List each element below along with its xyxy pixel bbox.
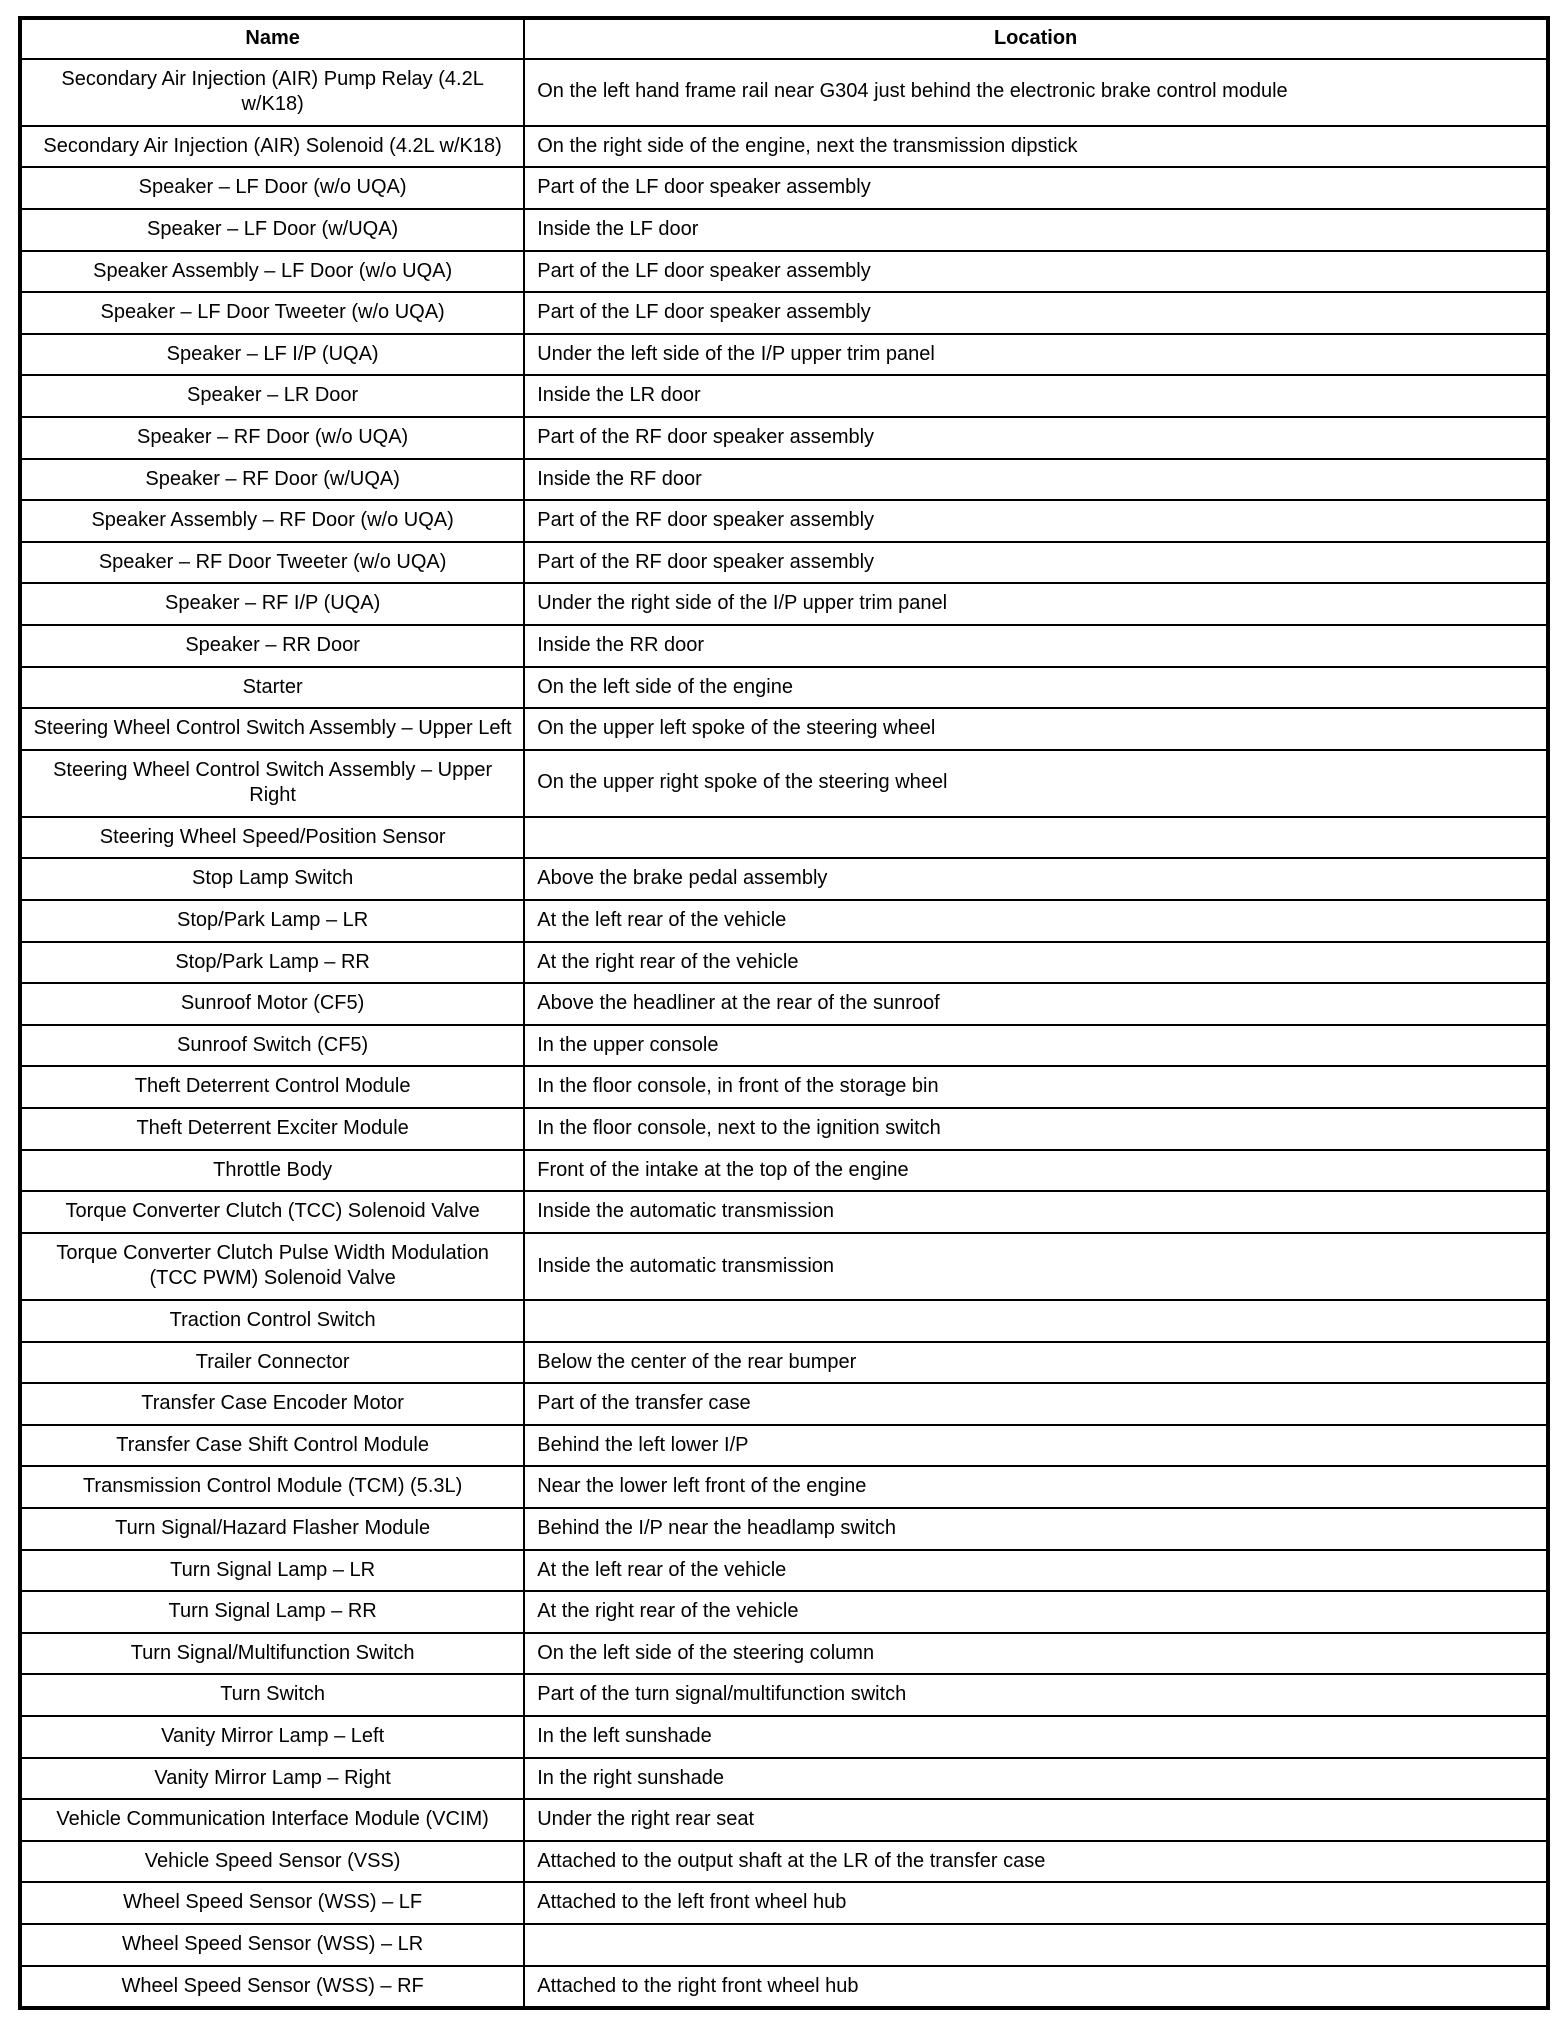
location-cell: On the left hand frame rail near G304 just behind the electronic brake control module: [524, 59, 1548, 126]
table-row: [20, 417, 1548, 459]
name-cell: Trailer Connector: [20, 1342, 524, 1384]
location-cell: Part of the turn signal/multifunction switch: [524, 1674, 1548, 1716]
name-cell: Turn Signal Lamp – RR: [20, 1591, 524, 1633]
name-cell: Speaker – LR Door: [20, 375, 524, 417]
name-cell: Steering Wheel Control Switch Assembly – Upper Left: [20, 708, 524, 750]
name-cell: Wheel Speed Sensor (WSS) – LR: [20, 1924, 524, 1966]
table-row: [20, 500, 1548, 542]
table-row: [20, 817, 1548, 859]
name-cell: Torque Converter Clutch (TCC) Solenoid Valve: [20, 1191, 524, 1233]
name-cell: Transfer Case Encoder Motor: [20, 1383, 524, 1425]
location-cell: Part of the LF door speaker assembly: [524, 167, 1548, 209]
name-cell: Secondary Air Injection (AIR) Solenoid (4.2L w/K18): [20, 126, 524, 168]
location-cell: At the right rear of the vehicle: [524, 942, 1548, 984]
table-row: [20, 942, 1548, 984]
location-cell: On the right side of the engine, next the transmission dipstick: [524, 126, 1548, 168]
header-row: [20, 18, 1548, 59]
name-cell: Speaker – LF Door (w/UQA): [20, 209, 524, 251]
location-cell: Attached to the right front wheel hub: [524, 1966, 1548, 2009]
table-row: [20, 1591, 1548, 1633]
component-location-table: [18, 16, 1550, 2010]
name-cell: Transfer Case Shift Control Module: [20, 1425, 524, 1467]
table-row: [20, 983, 1548, 1025]
location-cell: Attached to the output shaft at the LR of the transfer case: [524, 1841, 1548, 1883]
name-cell: Theft Deterrent Exciter Module: [20, 1108, 524, 1150]
table-row: [20, 1882, 1548, 1924]
name-cell: Speaker Assembly – LF Door (w/o UQA): [20, 251, 524, 293]
location-cell: Near the lower left front of the engine: [524, 1466, 1548, 1508]
name-cell: Wheel Speed Sensor (WSS) – RF: [20, 1966, 524, 2009]
table-row: [20, 1233, 1548, 1300]
location-cell: Above the headliner at the rear of the sunroof: [524, 983, 1548, 1025]
table-row: [20, 459, 1548, 501]
location-cell: At the left rear of the vehicle: [524, 900, 1548, 942]
table-row: [20, 1799, 1548, 1841]
location-cell: Inside the automatic transmission: [524, 1233, 1548, 1300]
table-row: [20, 1716, 1548, 1758]
name-cell: Steering Wheel Speed/Position Sensor: [20, 817, 524, 859]
table-row: [20, 209, 1548, 251]
name-cell: Speaker – RF Door (w/o UQA): [20, 417, 524, 459]
location-cell: In the left sunshade: [524, 1716, 1548, 1758]
table-row: [20, 708, 1548, 750]
location-cell: Part of the LF door speaker assembly: [524, 292, 1548, 334]
location-cell: Inside the LR door: [524, 375, 1548, 417]
location-cell: On the left side of the engine: [524, 667, 1548, 709]
name-cell: Vehicle Speed Sensor (VSS): [20, 1841, 524, 1883]
location-cell: Front of the intake at the top of the engine: [524, 1150, 1548, 1192]
location-cell: Inside the LF door: [524, 209, 1548, 251]
name-cell: Speaker – RF I/P (UQA): [20, 583, 524, 625]
column-header-name: Name: [20, 18, 524, 59]
table-row: [20, 583, 1548, 625]
table-row: [20, 1966, 1548, 2009]
table-row: [20, 1841, 1548, 1883]
table-row: [20, 1150, 1548, 1192]
table-row: [20, 1466, 1548, 1508]
table-row: [20, 900, 1548, 942]
location-cell: In the floor console, in front of the storage bin: [524, 1066, 1548, 1108]
name-cell: Speaker – LF Door Tweeter (w/o UQA): [20, 292, 524, 334]
name-cell: Speaker – RR Door: [20, 625, 524, 667]
table-row: [20, 1425, 1548, 1467]
table-row: [20, 1342, 1548, 1384]
location-cell: Below the center of the rear bumper: [524, 1342, 1548, 1384]
table-row: [20, 59, 1548, 126]
name-cell: Transmission Control Module (TCM) (5.3L): [20, 1466, 524, 1508]
table-row: [20, 1108, 1548, 1150]
table-row: [20, 858, 1548, 900]
location-cell: Under the left side of the I/P upper trim panel: [524, 334, 1548, 376]
table-row: [20, 167, 1548, 209]
name-cell: Speaker – LF Door (w/o UQA): [20, 167, 524, 209]
table-row: [20, 1758, 1548, 1800]
name-cell: Speaker – RF Door (w/UQA): [20, 459, 524, 501]
location-cell: In the right sunshade: [524, 1758, 1548, 1800]
location-cell: Part of the RF door speaker assembly: [524, 500, 1548, 542]
table-body: [20, 59, 1548, 2009]
location-cell: Part of the RF door speaker assembly: [524, 417, 1548, 459]
table-row: [20, 625, 1548, 667]
name-cell: Steering Wheel Control Switch Assembly – Upper Right: [20, 750, 524, 817]
location-cell: Part of the LF door speaker assembly: [524, 251, 1548, 293]
location-cell: Behind the I/P near the headlamp switch: [524, 1508, 1548, 1550]
table-row: [20, 334, 1548, 376]
location-cell: Inside the automatic transmission: [524, 1191, 1548, 1233]
name-cell: Stop Lamp Switch: [20, 858, 524, 900]
name-cell: Throttle Body: [20, 1150, 524, 1192]
table-row: [20, 542, 1548, 584]
name-cell: Turn Signal Lamp – LR: [20, 1550, 524, 1592]
table-row: [20, 251, 1548, 293]
name-cell: Stop/Park Lamp – LR: [20, 900, 524, 942]
name-cell: Sunroof Switch (CF5): [20, 1025, 524, 1067]
table-header: [20, 18, 1548, 59]
location-cell: [524, 1924, 1548, 1966]
name-cell: Vanity Mirror Lamp – Left: [20, 1716, 524, 1758]
table-row: [20, 1633, 1548, 1675]
name-cell: Turn Signal/Multifunction Switch: [20, 1633, 524, 1675]
table-row: [20, 1300, 1548, 1342]
name-cell: Turn Switch: [20, 1674, 524, 1716]
location-cell: At the left rear of the vehicle: [524, 1550, 1548, 1592]
location-cell: Attached to the left front wheel hub: [524, 1882, 1548, 1924]
location-cell: Under the right rear seat: [524, 1799, 1548, 1841]
table-row: [20, 1383, 1548, 1425]
table-row: [20, 667, 1548, 709]
table-row: [20, 1550, 1548, 1592]
name-cell: Speaker – RF Door Tweeter (w/o UQA): [20, 542, 524, 584]
name-cell: Speaker – LF I/P (UQA): [20, 334, 524, 376]
table-row: [20, 1924, 1548, 1966]
table-row: [20, 375, 1548, 417]
location-cell: On the upper left spoke of the steering wheel: [524, 708, 1548, 750]
location-cell: Above the brake pedal assembly: [524, 858, 1548, 900]
location-cell: On the left side of the steering column: [524, 1633, 1548, 1675]
name-cell: Stop/Park Lamp – RR: [20, 942, 524, 984]
name-cell: Turn Signal/Hazard Flasher Module: [20, 1508, 524, 1550]
name-cell: Sunroof Motor (CF5): [20, 983, 524, 1025]
location-cell: Inside the RF door: [524, 459, 1548, 501]
location-cell: Part of the transfer case: [524, 1383, 1548, 1425]
name-cell: Speaker Assembly – RF Door (w/o UQA): [20, 500, 524, 542]
location-cell: [524, 1300, 1548, 1342]
location-cell: Under the right side of the I/P upper trim panel: [524, 583, 1548, 625]
location-cell: Inside the RR door: [524, 625, 1548, 667]
name-cell: Secondary Air Injection (AIR) Pump Relay (4.2L w/K18): [20, 59, 524, 126]
location-cell: In the floor console, next to the ignition switch: [524, 1108, 1548, 1150]
table-row: [20, 750, 1548, 817]
table-row: [20, 1025, 1548, 1067]
table-row: [20, 1191, 1548, 1233]
location-cell: At the right rear of the vehicle: [524, 1591, 1548, 1633]
location-cell: In the upper console: [524, 1025, 1548, 1067]
table-row: [20, 292, 1548, 334]
location-cell: Behind the left lower I/P: [524, 1425, 1548, 1467]
table-row: [20, 126, 1548, 168]
name-cell: Vanity Mirror Lamp – Right: [20, 1758, 524, 1800]
name-cell: Starter: [20, 667, 524, 709]
column-header-location: Location: [524, 18, 1548, 59]
table-row: [20, 1674, 1548, 1716]
location-cell: On the upper right spoke of the steering wheel: [524, 750, 1548, 817]
name-cell: Wheel Speed Sensor (WSS) – LF: [20, 1882, 524, 1924]
location-cell: [524, 817, 1548, 859]
name-cell: Torque Converter Clutch Pulse Width Modulation (TCC PWM) Solenoid Valve: [20, 1233, 524, 1300]
location-cell: Part of the RF door speaker assembly: [524, 542, 1548, 584]
name-cell: Theft Deterrent Control Module: [20, 1066, 524, 1108]
table-row: [20, 1066, 1548, 1108]
name-cell: Vehicle Communication Interface Module (VCIM): [20, 1799, 524, 1841]
name-cell: Traction Control Switch: [20, 1300, 524, 1342]
table-row: [20, 1508, 1548, 1550]
